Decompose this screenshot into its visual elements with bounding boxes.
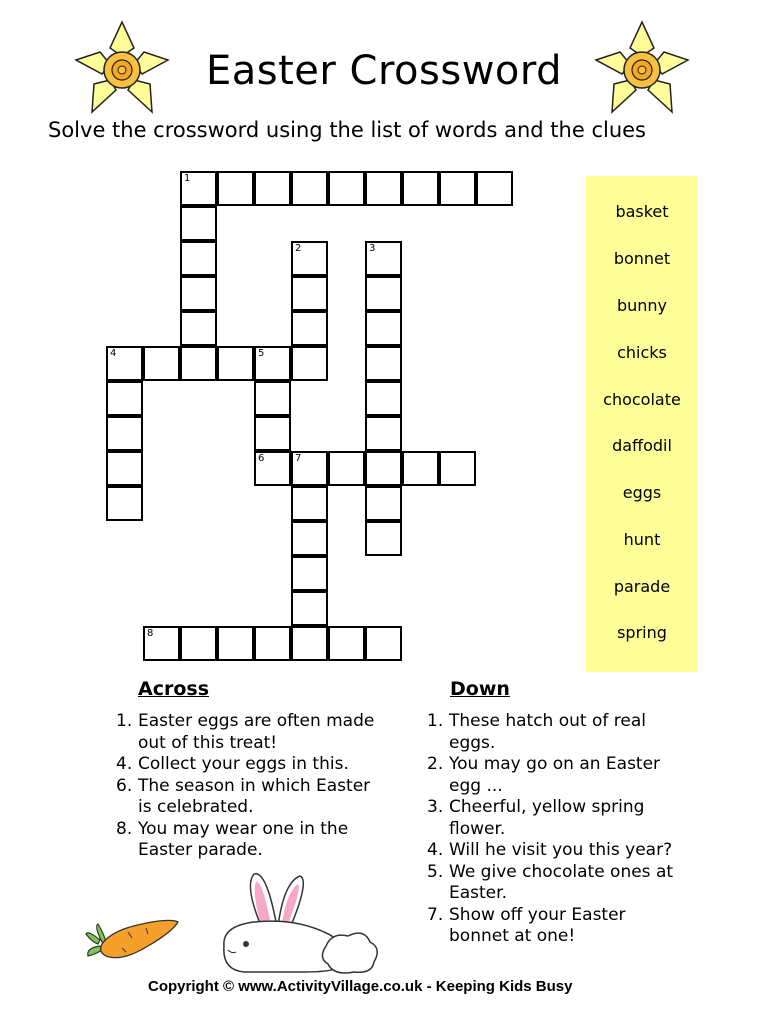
clue-item xyxy=(116,754,376,776)
clue-number: 4. xyxy=(427,840,444,860)
crossword-cell[interactable] xyxy=(402,451,439,486)
clue-number: 7. xyxy=(427,904,444,925)
page-title: Easter Crossword xyxy=(205,48,563,94)
clue-item xyxy=(427,905,677,948)
crossword-cell[interactable] xyxy=(365,626,402,661)
down-clues xyxy=(427,711,677,948)
clue-text: The season in which Easter is celebrated. xyxy=(138,775,371,817)
clue-text: Easter eggs are often made out of this treat! xyxy=(138,711,375,753)
clue-text: Collect your eggs in this. xyxy=(138,754,349,774)
crossword-cell[interactable] xyxy=(291,451,328,486)
crossword-cell[interactable] xyxy=(106,451,143,486)
word-bank-item: daffodil xyxy=(612,436,672,455)
clue-text: Show off your Easter bonnet at one! xyxy=(449,904,626,946)
crossword-cell[interactable] xyxy=(180,276,217,311)
clue-text: You may go on an Easter egg ... xyxy=(449,754,661,796)
crossword-cell[interactable] xyxy=(291,171,328,206)
clue-number: 1. xyxy=(427,711,444,731)
word-bank-item: spring xyxy=(617,623,667,642)
crossword-cell[interactable] xyxy=(217,346,254,381)
crossword-cell[interactable] xyxy=(106,416,143,451)
crossword-cell[interactable] xyxy=(402,171,439,206)
crossword-cell[interactable] xyxy=(106,486,143,521)
crossword-clue-number: 5 xyxy=(258,348,265,359)
crossword-cell[interactable] xyxy=(254,416,291,451)
clue-text: You may wear one in the Easter parade. xyxy=(138,818,349,860)
word-bank-item: chicks xyxy=(617,343,667,362)
crossword-cell[interactable] xyxy=(106,381,143,416)
clue-item xyxy=(427,754,677,797)
crossword-cell[interactable] xyxy=(254,171,291,206)
crossword-cell[interactable] xyxy=(291,486,328,521)
crossword-cell[interactable] xyxy=(328,626,365,661)
clue-number: 5. xyxy=(427,861,444,882)
crossword-clue-number: 4 xyxy=(110,348,117,359)
crossword-cell[interactable] xyxy=(476,171,513,206)
crossword-cell[interactable] xyxy=(217,626,254,661)
clue-text: These hatch out of real eggs. xyxy=(449,711,646,753)
crossword-cell[interactable] xyxy=(291,311,328,346)
bunny-icon xyxy=(214,866,384,976)
clue-number: 1. xyxy=(116,711,133,731)
crossword-clue-number: 3 xyxy=(369,243,376,254)
crossword-cell[interactable] xyxy=(291,626,328,661)
crossword-cell[interactable] xyxy=(365,521,402,556)
clue-number: 4. xyxy=(116,754,133,774)
page-subtitle: Solve the crossword using the list of words and the clues xyxy=(48,118,646,142)
crossword-cell[interactable] xyxy=(180,626,217,661)
copyright-footer: Copyright © www.ActivityVillage.co.uk - Keeping Kids Busy xyxy=(148,978,573,995)
crossword-cell[interactable] xyxy=(365,416,402,451)
crossword-cell[interactable] xyxy=(254,451,291,486)
word-bank-item: basket xyxy=(615,202,669,221)
crossword-cell[interactable] xyxy=(180,311,217,346)
crossword-cell[interactable] xyxy=(365,171,402,206)
crossword-clue-number: 7 xyxy=(295,453,302,464)
down-heading: Down xyxy=(450,678,510,700)
crossword-cell[interactable] xyxy=(180,206,217,241)
crossword-cell[interactable] xyxy=(143,626,180,661)
crossword-cell[interactable] xyxy=(291,346,328,381)
word-bank-item: bunny xyxy=(616,296,668,315)
carrot-icon xyxy=(82,912,182,972)
crossword-cell[interactable] xyxy=(439,451,476,486)
across-clues xyxy=(116,711,376,862)
across-heading: Across xyxy=(138,678,210,700)
clue-number: 8. xyxy=(116,818,133,839)
crossword-cell[interactable] xyxy=(365,311,402,346)
crossword-cell[interactable] xyxy=(217,171,254,206)
clue-number: 3. xyxy=(427,797,444,817)
crossword-cell[interactable] xyxy=(365,276,402,311)
crossword-cell[interactable] xyxy=(291,556,328,591)
clue-item xyxy=(427,797,677,840)
crossword-cell[interactable] xyxy=(439,171,476,206)
crossword-cell[interactable] xyxy=(291,521,328,556)
crossword-cell[interactable] xyxy=(365,451,402,486)
clue-item xyxy=(116,776,376,819)
clue-item xyxy=(427,862,677,905)
crossword-cell[interactable] xyxy=(328,171,365,206)
word-bank xyxy=(586,176,698,672)
word-bank-item: parade xyxy=(613,577,671,596)
crossword-cell[interactable] xyxy=(365,241,402,276)
crossword-cell[interactable] xyxy=(143,346,180,381)
crossword-cell[interactable] xyxy=(328,451,365,486)
crossword-clue-number: 2 xyxy=(295,243,302,254)
crossword-cell[interactable] xyxy=(291,276,328,311)
crossword-cell[interactable] xyxy=(365,346,402,381)
clue-number: 6. xyxy=(116,775,133,796)
word-bank-item: hunt xyxy=(623,530,661,549)
crossword-cell[interactable] xyxy=(291,241,328,276)
word-bank-item: eggs xyxy=(622,483,662,502)
crossword-cell[interactable] xyxy=(365,486,402,521)
crossword-cell[interactable] xyxy=(365,381,402,416)
crossword-clue-number: 8 xyxy=(147,628,154,639)
crossword-cell[interactable] xyxy=(254,626,291,661)
clue-item xyxy=(427,840,677,862)
crossword-clue-number: 6 xyxy=(258,453,265,464)
crossword-cell[interactable] xyxy=(180,171,217,206)
clue-text: Cheerful, yellow spring flower. xyxy=(449,797,645,839)
clue-item xyxy=(116,819,376,862)
clue-text: Will he visit you this year? xyxy=(449,840,673,860)
clue-text: We give chocolate ones at Easter. xyxy=(449,861,674,903)
crossword-cell[interactable] xyxy=(180,346,217,381)
crossword-cell[interactable] xyxy=(291,591,328,626)
crossword-cell[interactable] xyxy=(106,346,143,381)
clue-number: 2. xyxy=(427,754,444,774)
word-bank-item: chocolate xyxy=(603,390,681,409)
clue-item xyxy=(427,711,677,754)
word-bank-item: bonnet xyxy=(613,249,671,268)
crossword-cell[interactable] xyxy=(254,381,291,416)
crossword-cell[interactable] xyxy=(254,346,291,381)
crossword-clue-number: 1 xyxy=(184,173,191,184)
clue-item xyxy=(116,711,376,754)
crossword-cell[interactable] xyxy=(180,241,217,276)
